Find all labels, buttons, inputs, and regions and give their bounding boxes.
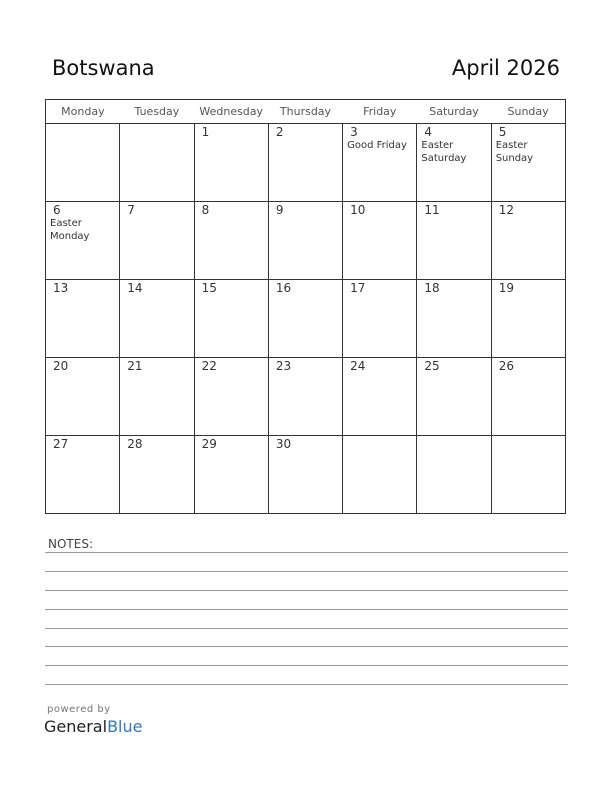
day-cell <box>417 280 491 358</box>
day-number: 19 <box>498 281 514 295</box>
weekday-header-row <box>46 100 566 124</box>
day-number: 27 <box>53 437 69 451</box>
day-number: 12 <box>498 203 514 217</box>
notes-label: NOTES: <box>48 537 93 551</box>
day-cell <box>194 124 268 202</box>
day-cell <box>417 436 491 514</box>
day-cell <box>491 124 565 202</box>
note-line <box>45 590 568 591</box>
day-cell <box>194 358 268 436</box>
note-line <box>45 609 568 610</box>
calendar-grid <box>45 99 566 514</box>
weekday-friday: Friday <box>343 100 417 124</box>
day-number: 20 <box>53 359 69 373</box>
day-number: 16 <box>275 281 292 295</box>
day-cell <box>46 358 120 436</box>
note-line <box>45 552 568 553</box>
day-cell <box>343 280 417 358</box>
day-cell <box>343 124 417 202</box>
day-cell <box>417 202 491 280</box>
day-number <box>417 436 490 437</box>
weekday-tuesday: Tuesday <box>120 100 194 124</box>
weekday-wednesday: Wednesday <box>194 100 268 124</box>
note-line <box>45 571 568 572</box>
day-cell <box>120 358 194 436</box>
day-number: 26 <box>498 359 514 373</box>
day-number: 14 <box>127 281 143 295</box>
day-number: 25 <box>424 359 440 373</box>
weekday-thursday: Thursday <box>268 100 342 124</box>
day-cell <box>268 124 342 202</box>
holiday-label: Easter Sunday <box>495 140 534 164</box>
holiday-label: Easter Monday <box>50 218 90 242</box>
day-cell <box>46 436 120 514</box>
week-row <box>46 436 566 514</box>
day-number: 18 <box>424 281 440 295</box>
holiday-label: Easter Saturday <box>421 140 467 164</box>
day-number: 1 <box>201 125 210 139</box>
note-line <box>45 665 568 666</box>
note-line <box>45 628 568 629</box>
day-cell <box>46 124 120 202</box>
day-number: 7 <box>127 203 135 217</box>
weekday-monday: Monday <box>46 100 120 124</box>
country-title: Botswana <box>52 56 155 80</box>
day-cell <box>417 124 491 202</box>
day-number: 8 <box>201 203 210 217</box>
day-number: 23 <box>275 359 292 373</box>
day-cell <box>46 202 120 280</box>
day-cell <box>268 202 342 280</box>
weekday-sunday: Sunday <box>491 100 565 124</box>
day-cell <box>268 358 342 436</box>
day-cell <box>343 358 417 436</box>
day-number: 21 <box>127 359 143 373</box>
day-number: 5 <box>498 125 507 139</box>
day-number <box>46 124 119 125</box>
brand-blue-text: Blue <box>107 717 143 736</box>
weekday-saturday: Saturday <box>417 100 491 124</box>
day-number: 15 <box>201 281 217 295</box>
powered-by-text: powered by <box>47 704 111 715</box>
day-cell <box>491 202 565 280</box>
day-number: 11 <box>424 203 440 217</box>
day-number: 30 <box>275 437 292 451</box>
day-number: 17 <box>350 281 366 295</box>
day-cell <box>491 436 565 514</box>
month-year-title: April 2026 <box>451 56 560 80</box>
week-row <box>46 280 566 358</box>
day-cell <box>417 358 491 436</box>
day-number: 3 <box>350 125 358 139</box>
day-number: 6 <box>53 203 61 217</box>
day-cell <box>343 202 417 280</box>
day-cell <box>268 280 342 358</box>
day-cell <box>491 280 565 358</box>
day-cell <box>194 436 268 514</box>
brand-general-text: General <box>44 717 108 736</box>
day-number: 2 <box>275 125 284 139</box>
week-row <box>46 124 566 202</box>
day-number: 10 <box>350 203 366 217</box>
day-cell <box>120 436 194 514</box>
note-line <box>45 646 568 647</box>
day-cell <box>46 280 120 358</box>
day-number <box>120 124 193 125</box>
day-number: 28 <box>127 437 143 451</box>
day-cell <box>120 124 194 202</box>
day-number: 24 <box>350 359 366 373</box>
day-cell <box>194 280 268 358</box>
day-number: 29 <box>201 437 217 451</box>
day-cell <box>120 202 194 280</box>
day-cell <box>120 280 194 358</box>
day-number: 9 <box>275 203 284 217</box>
week-row <box>46 358 566 436</box>
day-number <box>343 436 416 437</box>
day-number: 4 <box>424 125 433 139</box>
day-number <box>492 436 565 437</box>
generalblue-logo <box>44 717 142 736</box>
week-row <box>46 202 566 280</box>
day-cell <box>491 358 565 436</box>
note-line <box>45 684 568 685</box>
day-cell <box>268 436 342 514</box>
day-cell <box>194 202 268 280</box>
day-cell <box>343 436 417 514</box>
holiday-label: Good Friday <box>347 140 407 151</box>
day-number: 22 <box>201 359 217 373</box>
day-number: 13 <box>53 281 69 295</box>
